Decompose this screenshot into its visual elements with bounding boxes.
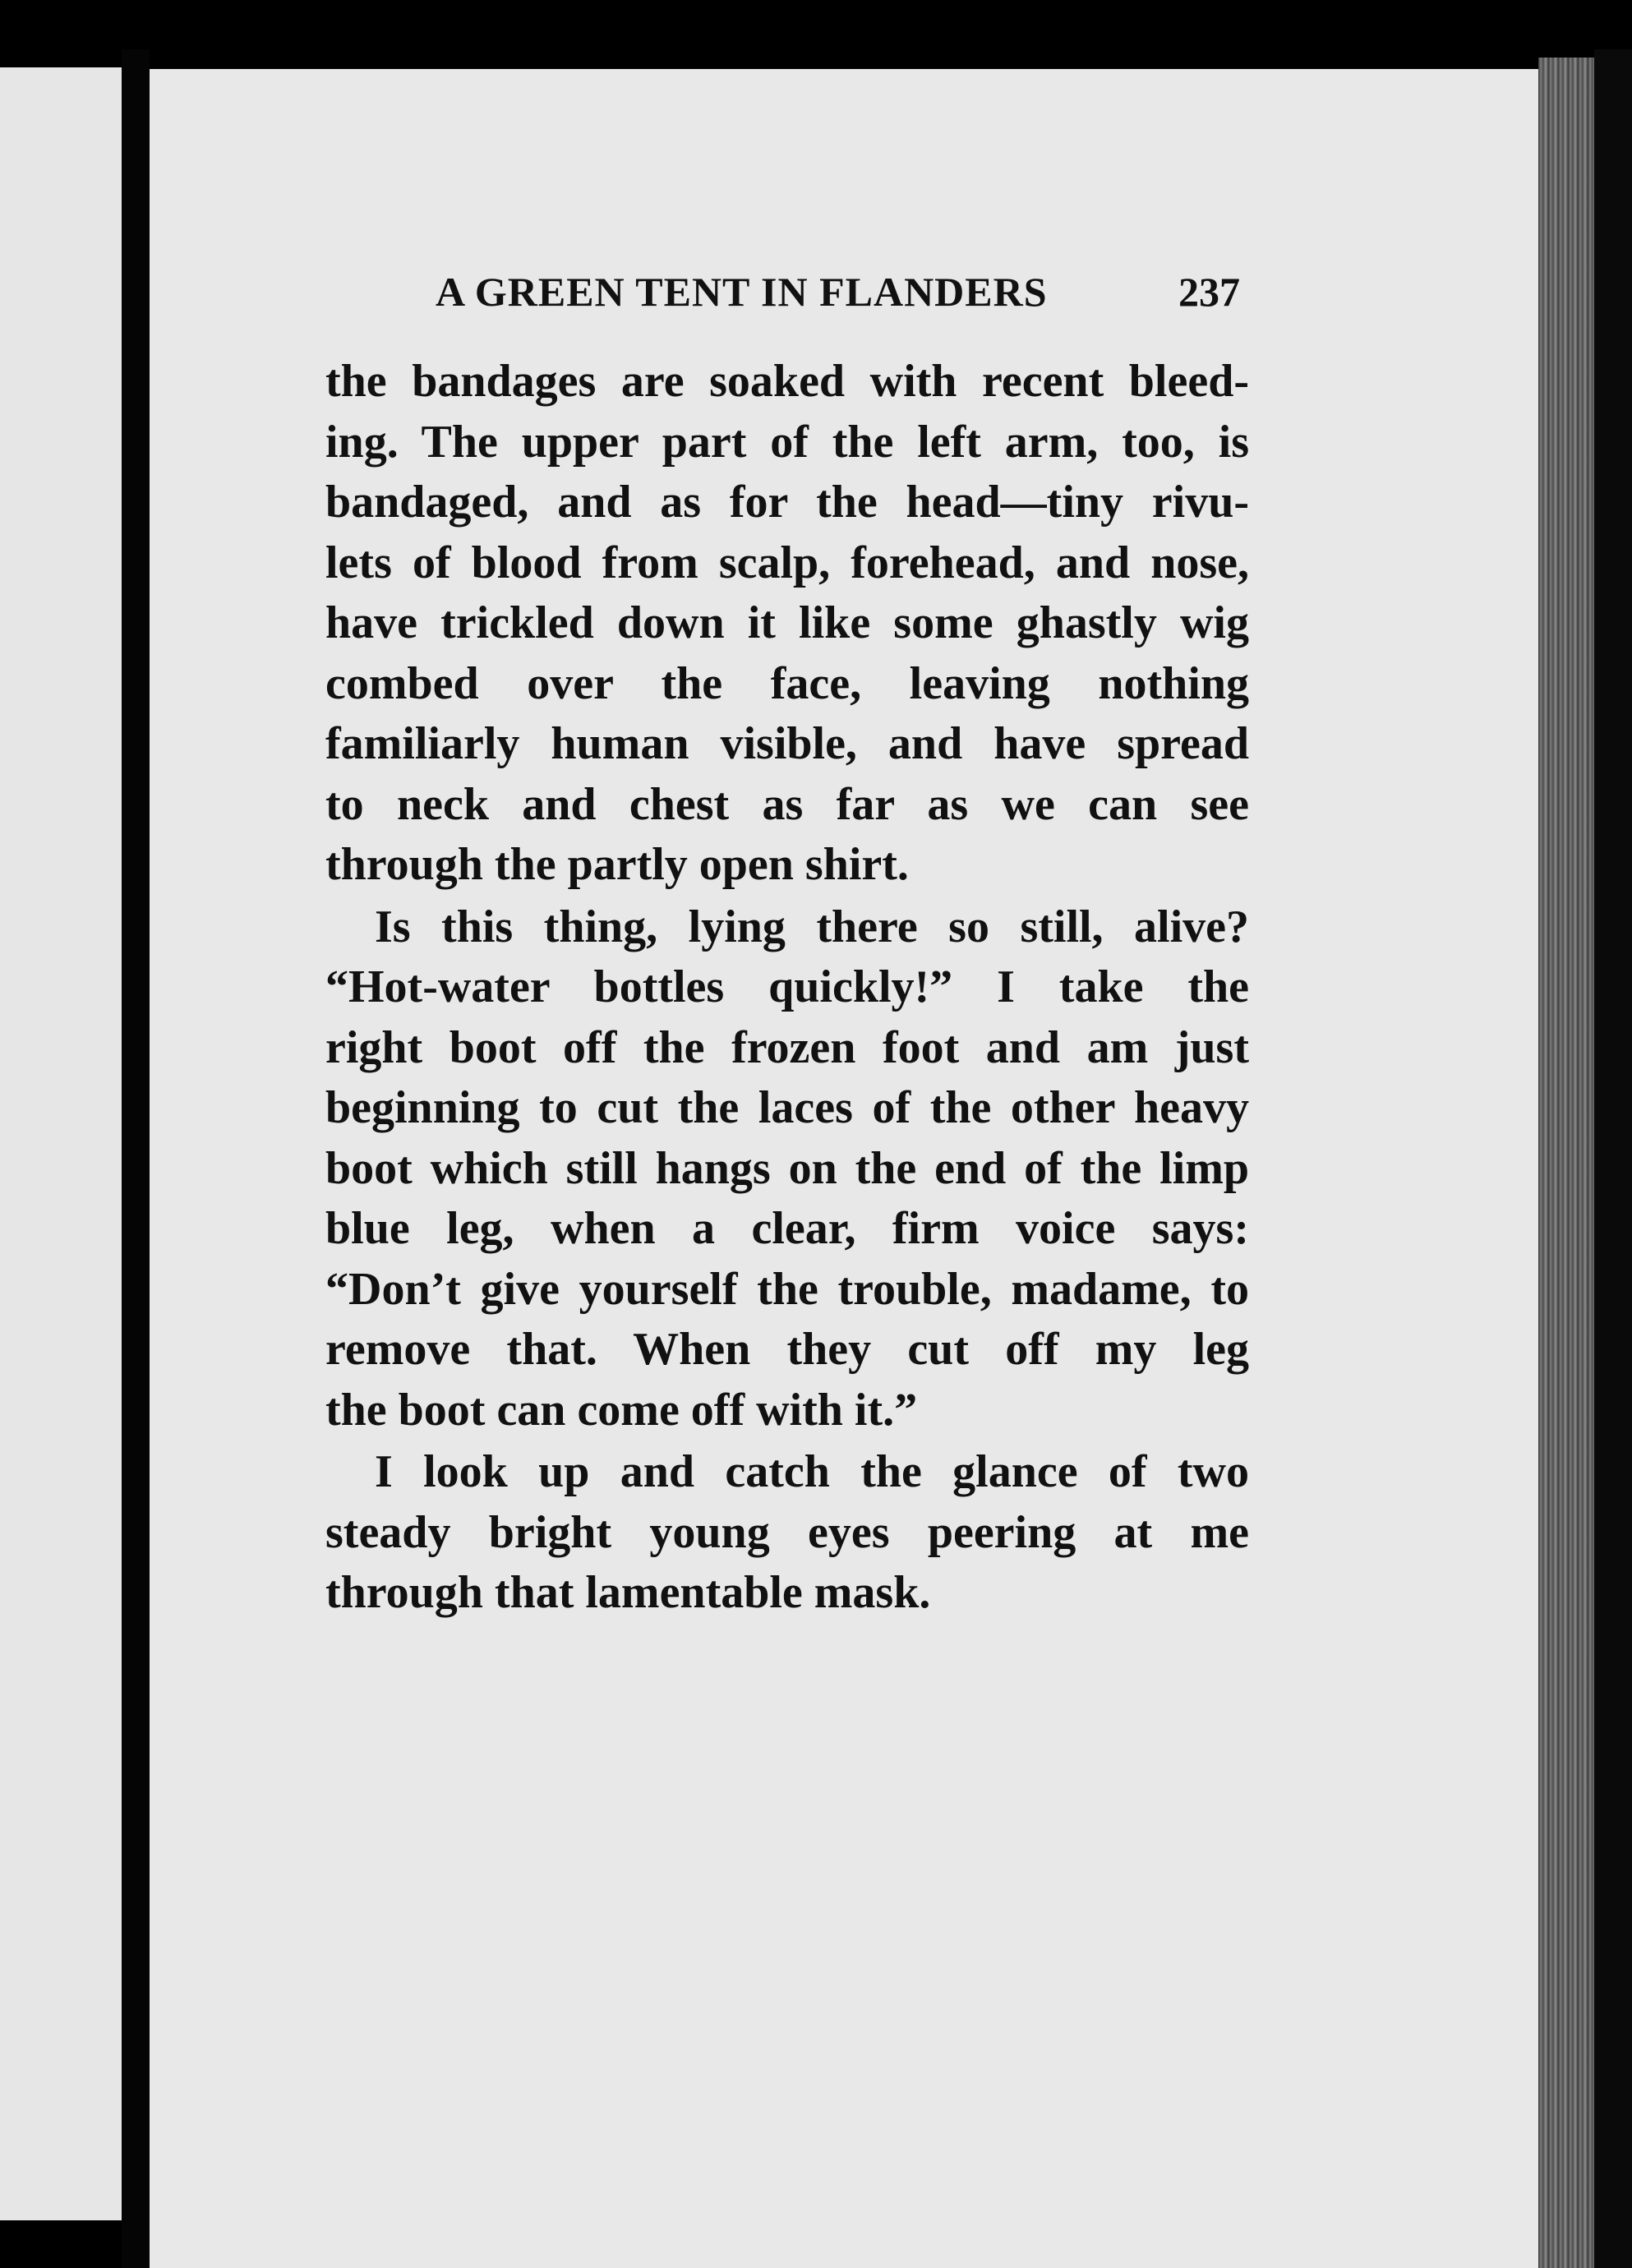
text-line: blue leg, when a clear, firm voice says: (325, 1203, 1249, 1254)
text-line: boot which still hangs on the end of the limp (325, 1142, 1249, 1194)
text-line: Is this thing, lying there so still, alive? (375, 901, 1249, 952)
text-line: bandaged, and as for the head—tiny rivu- (325, 477, 1249, 528)
scan-border (1594, 49, 1632, 2268)
text-line: “Don’t give yourself the trouble, madame, to (325, 1263, 1249, 1315)
text-line: I look up and catch the glance of two (375, 1446, 1249, 1497)
page-number: 237 (1178, 269, 1240, 315)
page-stack-edge (1538, 58, 1594, 2268)
text-line: combed over the face, leaving nothing (325, 657, 1249, 709)
text-line: lets of blood from scalp, forehead, and nose, (325, 537, 1249, 588)
paragraph (325, 352, 1249, 896)
page-body (325, 352, 1249, 1625)
text-line: right boot off the frozen foot and am just (325, 1021, 1249, 1073)
paragraph (325, 1442, 1249, 1624)
running-head: A GREEN TENT IN FLANDERS (436, 269, 1048, 315)
text-line: familiarly human visible, and have spread (325, 718, 1249, 769)
text-line: through that lamentable mask. (325, 1567, 931, 1618)
text-line: to neck and chest as far as we can see (325, 778, 1249, 830)
text-line: “Hot-water bottles quickly!” I take the (325, 961, 1249, 1012)
text-line: remove that. When they cut off my leg (325, 1324, 1249, 1375)
paragraph (325, 897, 1249, 1441)
facing-page-edge (0, 67, 133, 2220)
text-line: beginning to cut the laces of the other heavy (325, 1082, 1249, 1133)
text-line: have trickled down it like some ghastly wig (325, 597, 1249, 648)
gutter-shadow (122, 49, 150, 2268)
text-line: ing. The upper part of the left arm, too, is (325, 416, 1249, 468)
text-line: through the partly open shirt. (325, 839, 909, 890)
text-line: steady bright young eyes peering at me (325, 1506, 1249, 1558)
text-line: the bandages are soaked with recent bleed- (325, 356, 1249, 407)
text-line: the boot can come off with it.” (325, 1384, 918, 1436)
